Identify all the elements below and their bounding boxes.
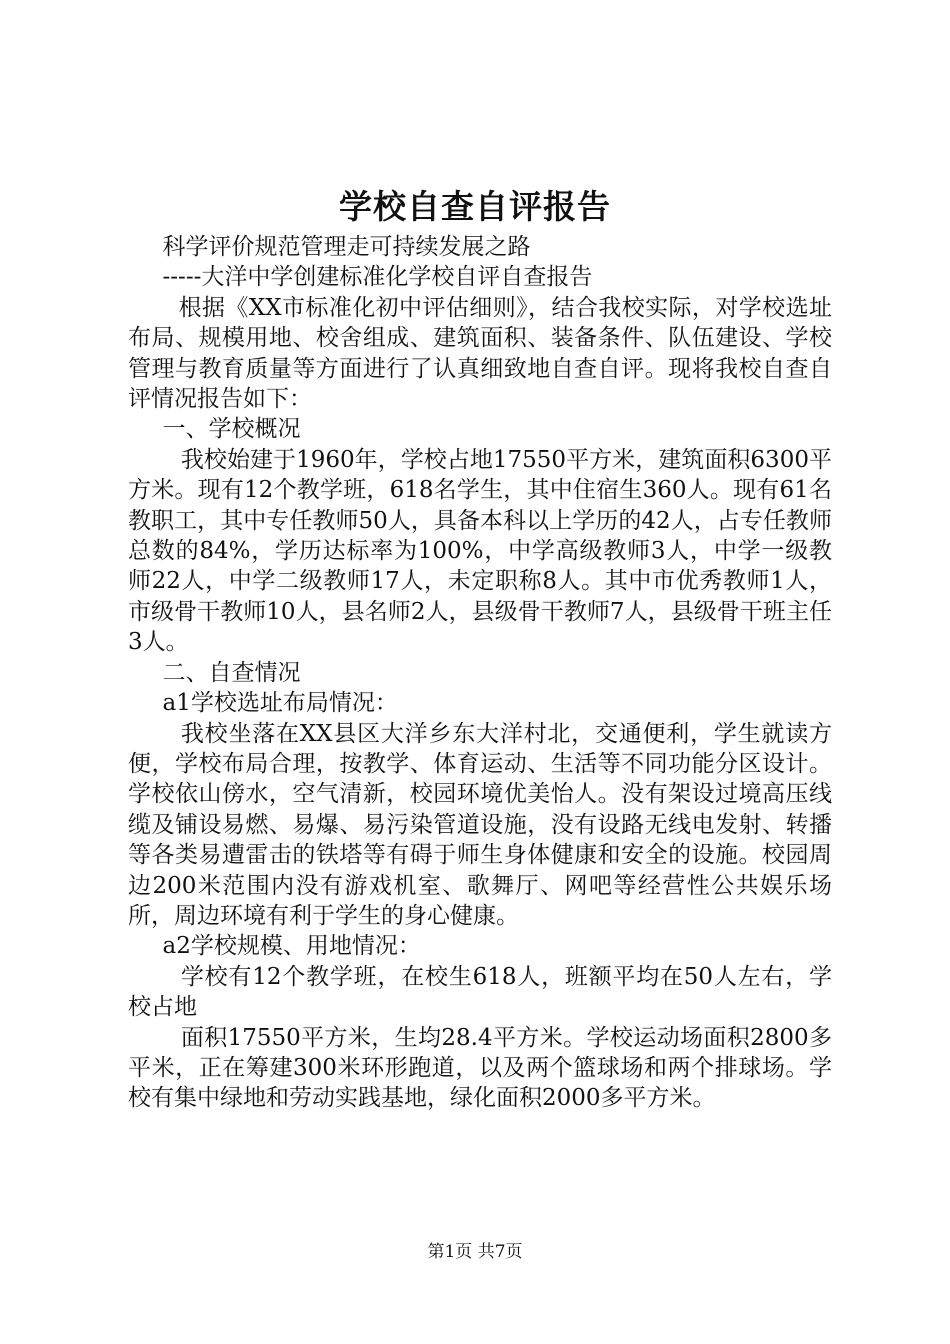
intro-paragraph: 根据《XX市标准化初中评估细则》，结合我校实际，对学校选址布局、规模用地、校舍组成、建筑面积、装备条件、队伍建设、学校管理与教育质量等方面进行了认真细致地自查自评。现将我校自查自评情况报告如下： [128,294,832,413]
location-paragraph: 我校坐落在XX县区大洋乡东大洋村北，交通便利，学生就读方便，学校布局合理，按教学、体育运动、生活等不同功能分区设计。学校依山傍水，空气清新，校园环境优美怡人。没有架设过境高压线缆及铺设易燃、易爆、易污染管道设施，没有设路无线电发射、转播等各类易遭雷击的铁塔等有碍于师生身体健康和安全的设施。校园周边200米范围内没有游戏机室、歌舞厅、网吧等经营性公共娱乐场所，周边环境有利于学生的身心健康。 [128,720,832,929]
document-body [128,232,832,1114]
document-title: 学校自查自评报告 [339,187,611,226]
overview-paragraph: 我校始建于1960年，学校占地17550平方米，建筑面积6300平方米。现有12个教学班，618名学生，其中住宿生360人。现有61名教职工，其中专任教师50人，具备本科以上学历的42人，占专任教师总数的84%，学历达标率为100%，中学高级教师3人，中学一级教师22人，中学二级教师17人，未定职称8人。其中市优秀教师1人，市级骨干教师10人，县名师2人，县级骨干教师7人，县级骨干班主任3人。 [128,446,832,656]
subheading-a2: a2学校规模、用地情况： [162,933,421,960]
section-heading-self-check: 二、自查情况 [162,659,301,686]
scale-paragraph: 学校有12个教学班，在校生618人，班额平均在50人左右，学校占地 [128,963,832,1021]
subtitle-school-line: -----大洋中学创建标准化学校自评自查报告 [162,264,593,291]
subheading-a1: a1学校选址布局情况： [162,690,398,717]
area-paragraph: 面积17550平方米，生均28.4平方米。学校运动场面积2800多平米，正在筹建300米环形跑道，以及两个篮球场和两个排球场。学校有集中绿地和劳动实践基地，绿化面积2000多平方米。 [128,1024,832,1112]
section-heading-overview: 一、学校概况 [162,416,301,443]
subtitle-line: 科学评价规范管理走可持续发展之路 [162,234,531,260]
page-footer: 第1页 共7页 [427,1242,523,1262]
